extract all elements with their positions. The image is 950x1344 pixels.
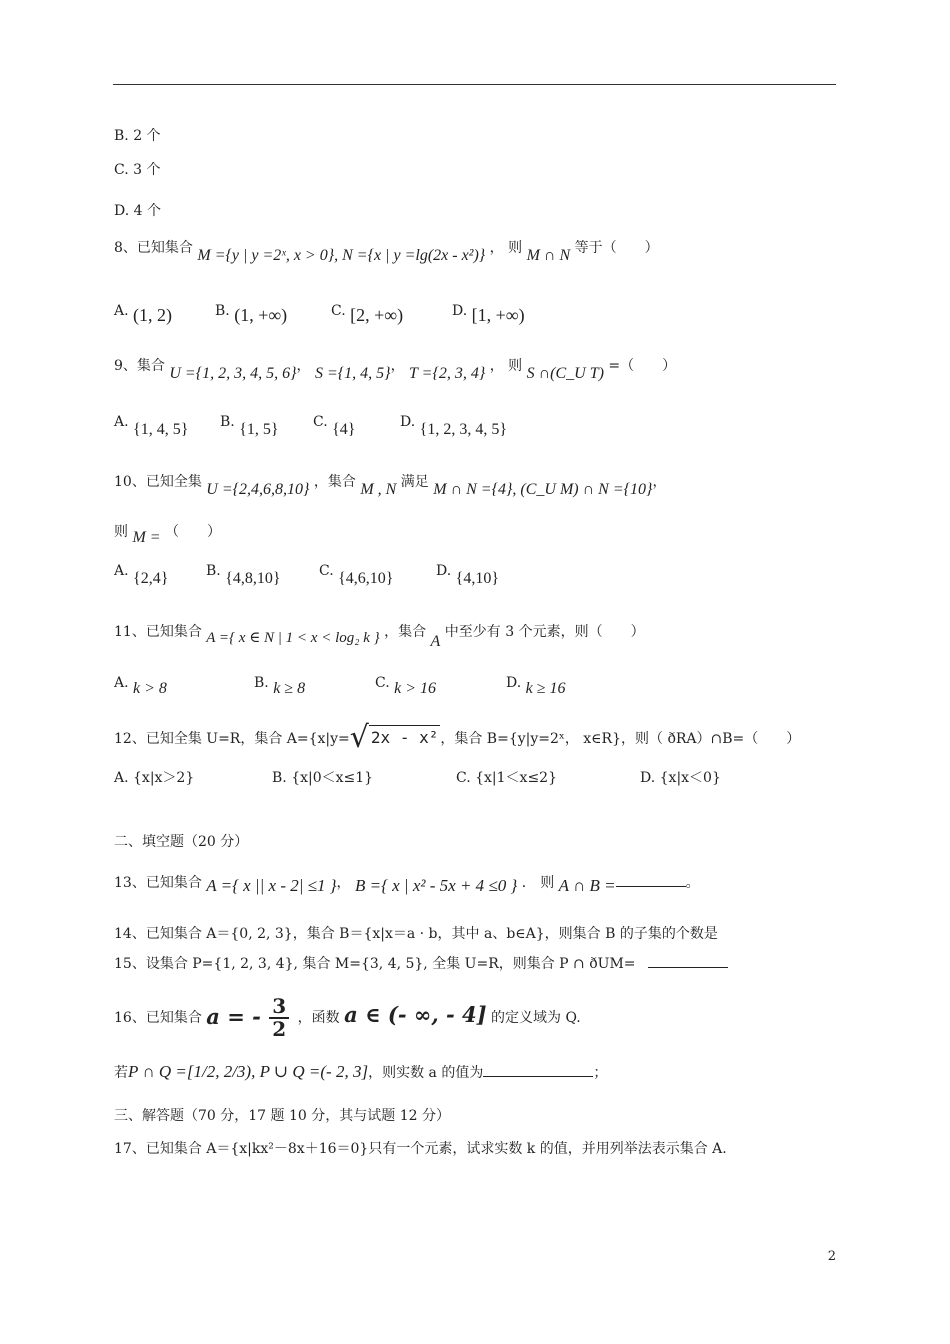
q9-mid: ， 则 (489, 358, 523, 374)
q11-option-c: C. k > 16 (375, 675, 437, 697)
q9-s: S ={1, 4, 5} (314, 365, 391, 382)
q8-expr: M ∩ N (526, 247, 571, 264)
q11-option-a: A. k > 8 (114, 675, 167, 697)
q13-mid: ． 则 (521, 875, 555, 891)
q10-satisfy: 满足 (400, 474, 429, 490)
q11-option-b: B. k ≥ 8 (254, 675, 306, 697)
q9-option-d: D. {1, 2, 3, 4, 5} (400, 414, 507, 438)
q13-answer-blank[interactable] (616, 886, 686, 887)
q10-u: U ={2,4,6,8,10} (206, 481, 310, 498)
q11-tail: 中至少有 3 个元素，则（ ） (444, 624, 645, 640)
q12-option-b: B. {x|0＜x≤1} (272, 770, 374, 786)
q16-line2-tail: ，则实数 a 的值为 (368, 1065, 484, 1081)
q10-option-a: A. {2,4} (114, 563, 169, 587)
question-10-line2 (114, 522, 222, 546)
q12-option-a: A. {x|x＞2} (114, 770, 195, 786)
q8-mid: ， 则 (489, 240, 523, 256)
q10-label: 10、已知全集 (114, 474, 202, 490)
q15-answer-blank[interactable] (648, 967, 728, 968)
question-11 (114, 622, 645, 650)
question-13: 13、已知集合 A ={ x || x - 2| ≤1 }， B ={ x | x² - 5x + 4 ≤0 } ． 则 A ∩ B = 。 (114, 875, 700, 895)
q13-set-a: A ={ x || x - 2| ≤1 } (206, 876, 337, 895)
q13-label: 13、已知集合 (114, 875, 202, 891)
q16-alpha: a = - (206, 1004, 261, 1029)
q13-set-b: B ={ x | x² - 5x + 4 ≤0 } (354, 876, 518, 895)
q10-mn: M , N (360, 481, 397, 498)
q8-option-b: B. (1, +∞) (215, 303, 288, 325)
header-rule (113, 84, 836, 85)
q12-option-c: C. {x|1＜x≤2} (456, 770, 557, 786)
q7-option-c: C. 3 个 (114, 162, 161, 178)
q11-option-d: D. k ≥ 16 (506, 675, 566, 697)
q16-frac-num: 3 (269, 996, 289, 1019)
question-17: 17、已知集合 A＝{x|kx²－8x＋16＝0}只有一个元素，试求实数 k 的值，并用列举法表示集合 A. (114, 1141, 727, 1157)
q10-expr: M = (132, 529, 161, 546)
q12-tail: ，集合 B={y|y=2ˣ， x∈R}，则（ ðRA）∩B=（ ） (440, 731, 801, 747)
q16-answer-blank[interactable] (483, 1076, 593, 1077)
q7-option-d: D. 4 个 (114, 203, 161, 219)
q16-tail: 的定义域为 Q. (491, 1010, 581, 1026)
q9-u: U ={1, 2, 3, 4, 5, 6} (169, 365, 297, 382)
q15-text: 15、设集合 P={1, 2, 3, 4}, 集合 M={3, 4, 5}, 全集 U=R，则集合 P ∩ ðUM= (114, 956, 636, 972)
q16-fraction (269, 996, 289, 1040)
question-16 (114, 996, 581, 1040)
q10-option-d: D. {4,10} (436, 563, 499, 587)
q13-end: 。 (685, 875, 700, 891)
question-15 (114, 956, 728, 973)
q16-frac-den: 2 (272, 1017, 287, 1041)
page-number: 2 (827, 1249, 836, 1264)
q7-option-b: B. 2 个 (114, 128, 161, 144)
question-9: 9、集合 U ={1, 2, 3, 4, 5, 6}， S ={1, 4, 5}， T ={2, 3, 4} ， 则 S ∩(C_U T) =（ ） (114, 358, 677, 382)
q16-mid: ，函数 (297, 1010, 340, 1026)
q9-tail: =（ ） (608, 358, 677, 374)
q10-condition: M ∩ N ={4}, (C_U M) ∩ N ={10} (433, 481, 653, 498)
q12-label: 12、已知全集 U=R，集合 A={x|y= (114, 731, 350, 747)
question-12 (114, 716, 801, 755)
q8-option-d: D. [1, +∞) (452, 303, 525, 325)
sqrt-icon: √ (349, 720, 369, 755)
question-10: 10、已知全集 U ={2,4,6,8,10} ，集合 M , N 满足 M ∩ N ={4}, (C_U M) ∩ N ={10}， (114, 474, 667, 498)
q12-radicand: 2x - x² (369, 725, 440, 747)
q9-option-b: B. {1, 5} (220, 414, 279, 438)
section-2-heading: 二、填空题（20 分） (114, 834, 249, 850)
question-16-line2 (114, 1062, 607, 1082)
question-8 (114, 238, 659, 264)
q16-end: ； (593, 1065, 608, 1081)
q16-if: 若 (114, 1065, 128, 1081)
q9-label: 9、集合 (114, 358, 165, 374)
q16-expr: a ∈ (- ∞, - 4] (344, 1002, 487, 1027)
question-14: 14、已知集合 A＝{0, 2, 3}，集合 B＝{x|x＝a · b，其中 a、b∈A}，则集合 B 的子集的个数是 (114, 926, 718, 942)
q9-option-a: A. {1, 4, 5} (114, 414, 189, 438)
q13-expr: A ∩ B = (558, 876, 616, 895)
q16-condition: P ∩ Q =[1/2, 2/3), P ∪ Q =(- 2, 3] (128, 1062, 369, 1081)
q9-t: T ={2, 3, 4} (409, 365, 486, 382)
q8-sets: M ={y | y =2ˣ, x > 0}, N ={x | y =lg(2x - x²)} (197, 247, 486, 264)
q8-label: 8、已知集合 (114, 240, 193, 256)
q11-set: A ={ x ∈ N | 1 < x < log₂ k } (206, 630, 380, 646)
q8-option-c: C. [2, +∞) (331, 303, 404, 325)
q8-option-a: A. (1, 2) (114, 303, 173, 325)
q10-tail: （ ） (165, 524, 222, 540)
q10-mid: ，集合 (313, 474, 356, 490)
q10-option-b: B. {4,8,10} (206, 563, 281, 587)
q8-tail: 等于（ ） (574, 240, 659, 256)
q10-option-c: C. {4,6,10} (319, 563, 394, 587)
q9-option-c: C. {4} (313, 414, 356, 438)
q12-option-d: D. {x|x＜0} (640, 770, 721, 786)
q11-label: 11、已知集合 (114, 624, 202, 640)
q10-then: 则 (114, 524, 128, 540)
q11-mid: ，集合 (384, 624, 427, 640)
q11-a: A (430, 633, 441, 650)
q16-label: 16、已知集合 (114, 1010, 202, 1026)
section-3-heading: 三、解答题（70 分，17 题 10 分，其与试题 12 分） (114, 1108, 450, 1124)
q9-expr: S ∩(C_U T) (526, 365, 604, 382)
